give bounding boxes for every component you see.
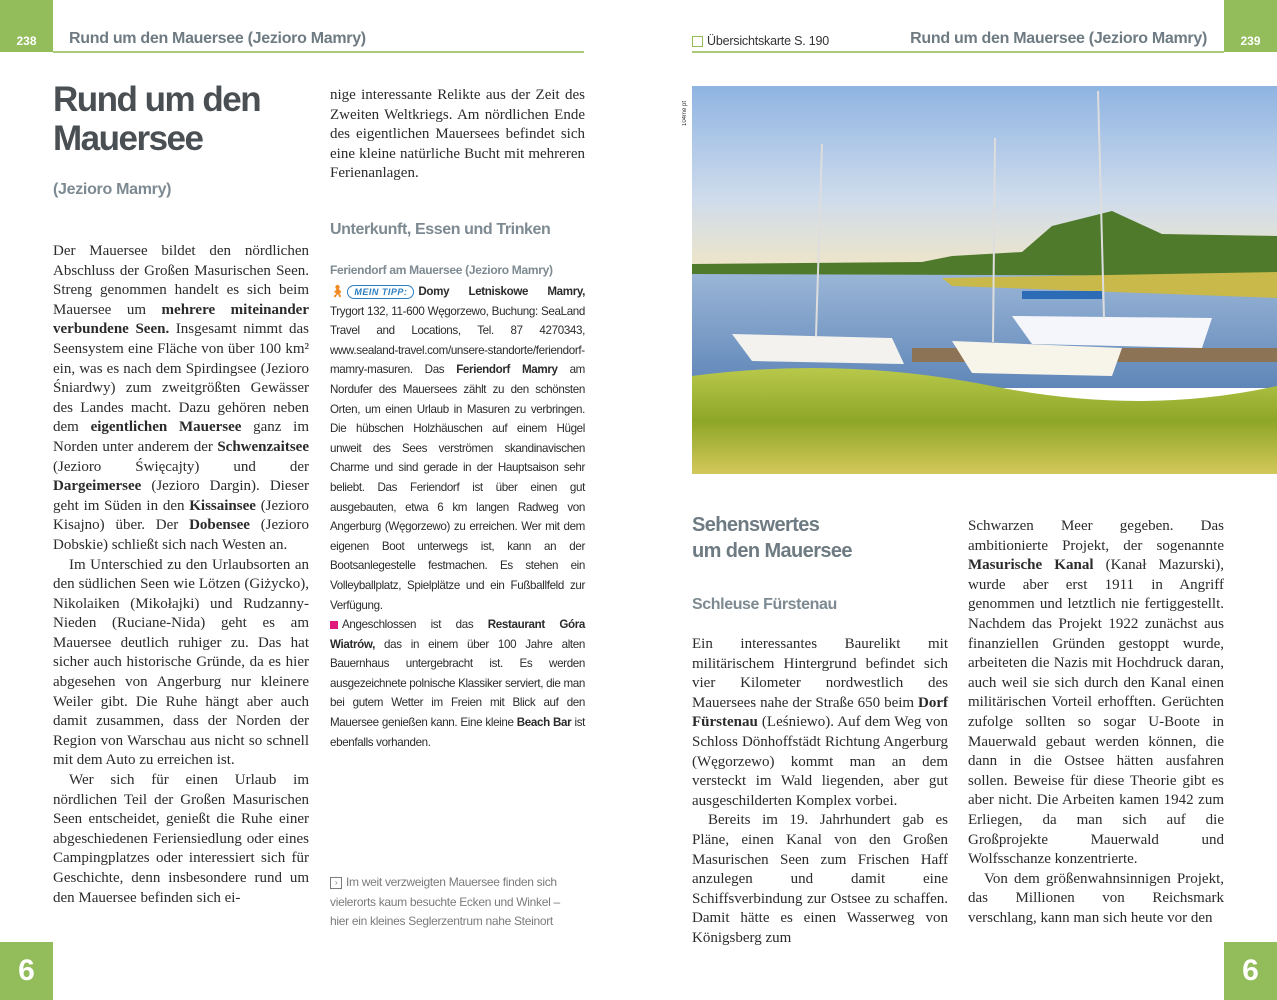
sub-heading-schleuse: Schleuse Fürstenau [692, 596, 837, 613]
mein-tipp-badge: MEIN TIPP: [347, 285, 414, 299]
paragraph: Schwarzen Meer gegeben. Das ambitionierte Projekt, der sogenannte Masurische Kanal (Kanał Mazurski), wurde aber erst 1911 in Angriff genommen und letztlich nie fertiggestellt. Nachdem das Projekt 1922 zunächst aus finanziellen Gründen gestoppt wurde, arbeiteten die Nazis mit Hochdruck daran, auch weil sie sich durch den Kanal einen militärischen Vorteil erhofften. Gerüchten zufolge sollten so sogar U-Boote in Mauerwald gebaut werden können, die dann in die Ostsee hätten ausfahren sollen. Beweise für diese Theorie gibt es aber nicht. Die Arbeiten kamen 1942 zum Erliegen, da man sich auf die Großprojekte Mauerwald und Wolfsschanze konzentrierte. [968, 518, 1224, 868]
photo-credit: 104me pt [682, 100, 688, 126]
person-icon: 🚶︎ [330, 285, 345, 298]
page-number-right: 239 [1240, 34, 1261, 48]
page-number-tab-left [0, 0, 53, 52]
lake-photo-illustration [692, 86, 1277, 474]
section-heading-sights-line1: Sehenswertes [692, 514, 820, 536]
chapter-subtitle: (Jezioro Mamry) [53, 181, 172, 198]
header-rule-right [692, 51, 1224, 53]
section-heading-sights [692, 512, 852, 564]
chapter-title-line2: Mauersee [53, 119, 203, 158]
boat-1 [732, 334, 904, 364]
header-rule-left [53, 51, 584, 53]
page-number-left: 238 [16, 34, 37, 48]
section-heading-accommodation: Unterkunft, Essen und Trinken [330, 221, 551, 238]
chapter-title [53, 80, 260, 158]
left-column-2-text [330, 86, 585, 184]
restaurant-marker-icon [330, 621, 338, 629]
place-heading: Feriendorf am Mauersee (Jezioro Mamry) [330, 263, 553, 277]
chapter-title-line1: Rund um den [53, 80, 261, 119]
paragraph: Wer sich für einen Urlaub im nördlichen Teil der Großen Masurischen Seen entscheidet, genießt die Ruhe einer abgeschiedenen Feriensiedlung oder eines Campingplatzes oder interessiert sich für Geschichte, denn insbesondere rund um den Mauersee befinden sich ei- [53, 772, 309, 906]
lake-photo [692, 86, 1277, 474]
photo-caption: › Im weit verzweigten Mauersee finden sich vielerorts kaum besuchte Ecken und Winkel – hier ein kleines Seglerzentrum nahe Steinort [330, 875, 560, 928]
page-number-tab-right [1224, 0, 1277, 52]
paragraph: Ein interessantes Baurelikt mit militärischem Hintergrund befindet sich vier Kilometer nordwestlich des Mauersees nahe der Straße 650 beim Dorf Fürstenau (Leśniewo). Auf dem Weg von Schloss Dönhoffstädt Richtung Angerburg (Węgorzewo) kommt man an dem versteckt im Wald liegenden, aber gut ausgeschilderten Komplex vorbei. [692, 636, 948, 809]
boat-cover [1022, 291, 1102, 299]
boat-3 [1012, 316, 1212, 348]
running-header-right: Rund um den Mauersee (Jezioro Mamry) [910, 30, 1207, 47]
chapter-tab-right: 6 [1224, 942, 1277, 1000]
map-reference[interactable]: Übersichtskarte S. 190 [692, 34, 829, 48]
paragraph: Bereits im 19. Jahrhundert gab es Pläne, einen Kanal von den Großen Masurischen Seen zum Frischen Haff anzulegen und damit eine Schiffsverbindung zur Ostsee zu schaffen. Damit hätte es einen Wasserweg von Königsberg zum [692, 812, 948, 946]
chapter-tab-left: 6 [0, 942, 53, 1000]
right-column-1 [692, 635, 948, 949]
paragraph: nige interessante Relikte aus der Zeit des Zweiten Weltkriegs. Am nördlichen Ende des eigentlichen Mauersees befindet sich eine kleine natürliche Bucht mit mehreren Ferienanlagen. [330, 87, 585, 182]
running-header-left: Rund um den Mauersee (Jezioro Mamry) [69, 30, 366, 47]
map-reference-icon [692, 36, 703, 47]
left-column-1 [53, 242, 309, 908]
right-column-2 [968, 517, 1224, 928]
paragraph: Der Mauersee bildet den nördlichen Abschluss der Großen Masurischen Seen. Streng genommen handelt es sich beim Mauersee um mehrere miteinander verbundene Seen. Insgesamt nimmt das Seensystem eine Fläche von über 100 km² ein, was es nach dem Spirdingsee (Jezioro Śniardwy) zum zweitgrößten Gewässer des Landes macht. Dazu gehören neben dem eigentlichen Mauersee ganz im Norden unter anderem der Schwenzaitsee (Jezioro Święcajty) und der Dargeimersee (Jezioro Dargin). Dieser geht im Süden in den Kissainsee (Jezioro Kisajno) über. Der Dobensee (Jezioro Dobskie) schließt sich nach Westen an. [53, 243, 310, 553]
listing-restaurant: Angeschlossen ist das Restaurant Góra Wiatrów, das in einem über 100 Jahre alten Bauernhaus untergebracht ist. Es werden ausgezeichnete polnische Klassiker serviert, die man bei gutem Wetter im Freien mit Blick auf den Mauersee genießen kann. Eine kleine Beach Bar ist ebenfalls vorhanden. [330, 618, 586, 749]
listing-domy-letniskowe: 🚶︎ MEIN TIPP: Domy Letniskowe Mamry, Trygort 132, 11-600 Węgorzewo, Buchung: SeaLand Travel and Locations, Tel. 87 4270343, www.sealand-travel.com/unsere-standorte/feriendorf-mamry-masuren. Das Feriendorf Mamry am Nordufer des Mauersees zählt zu den schönsten Orten, um einen Urlaub in Masuren zu verbringen. Die hübschen Holzhäuschen auf einem Hügel unweit des Sees verströmen skandinavischen Charme und sind gerade in der Hauptsaison sehr beliebt. Das Feriendorf ist über einen gut ausgebauten, etwa 6 km langen Radweg von Angerburg (Węgorzewo) zu erreichen. Wer mit dem eigenen Boot unterwegs ist, kann an der Bootsanlegestelle festmachen. Es stehen ein Volleyballplatz, Spielplätze und ein Fußballfeld zur Verfügung. [330, 282, 585, 615]
paragraph: Von dem größenwahnsinnigen Projekt, das Millionen von Reichsmark verschlang, kann man sich heute vor den [968, 870, 1224, 926]
caption-arrow-icon: › [330, 877, 342, 889]
section-heading-sights-line2: um den Mauersee [692, 540, 852, 562]
listing-entries [330, 282, 585, 752]
paragraph: Im Unterschied zu den Urlaubsorten an den südlichen Seen wie Lötzen (Giżycko), Nikolaiken (Mikołajki) und Rudzanny-Nieden (Ruciane-Nida) geht es am Mauersee deutlich ruhiger zu. Das hat sicher auch historische Gründe, da es hier abgesehen von Angerburg nur kleinere Weiler gibt. Die Ruhe hängt aber auch damit zusammen, dass der Norden der Region von Warschau aus nicht so schnell mit dem Auto zu erreichen ist. [53, 556, 309, 769]
